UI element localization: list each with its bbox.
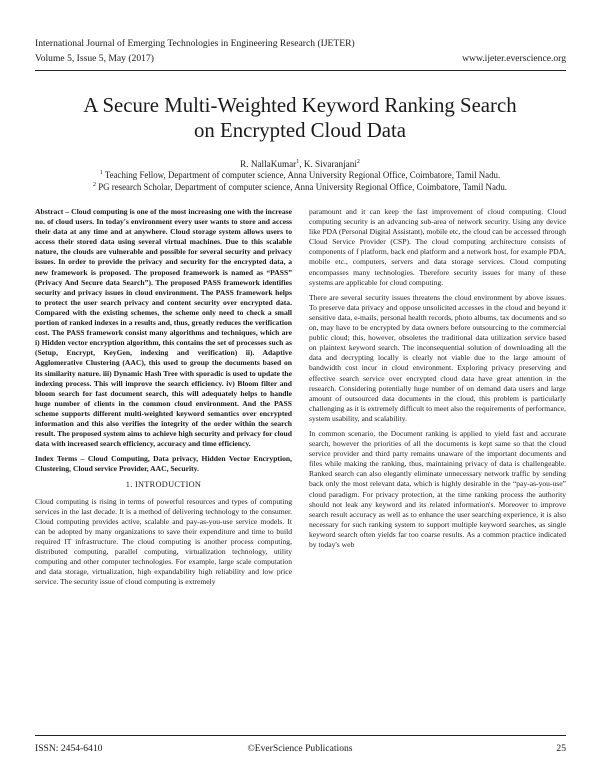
journal-name: International Journal of Emerging Technologies in Engineering Research (IJETER) xyxy=(35,38,355,49)
affiliation-2-sup: 2 xyxy=(92,182,96,189)
author-1: R. NallaKumar xyxy=(240,159,297,169)
right-paragraph-1: paramount and it can keep the fast improvement of cloud computing. Cloud computing security is an advancing sub-area of network security. Using any device like PDA (Personal Digital Assistant), mobile etc, the cloud can be accessed through Cloud Service Provider (CSP). The cloud computing architecture consists of components of f platform, back end platform and a network host, for example PDA, mobile etc., computers, servers and data storage services. Cloud computing encompasses many technologies. Therefore security issues for many of these systems are applicable for cloud computing. xyxy=(309,207,566,287)
right-paragraph-2: There are several security issues threatens the cloud environment by above issues. To preserve data privacy and oppose unsolicited accesses in the cloud and beyond it sensitive data, e-mails, personal health records, photo albums, tax documents and so on, may have to be encrypted by data owners before outsourcing to the commercial public cloud; this, however, obsoletes the traditional data utilization service based on plaintext keyword search. The inconsequential solution of downloading all the data and decrypting locally is clearly not viable due to the large amount of bandwidth cost incur in cloud environment. Exploring privacy preserving and effective search service over encrypted cloud data have great attention in the research. Considering potentially huge number of on demand data users and large amount of outsourced data documents in the cloud, this problem is particularly challenging as it is extremely difficult to meet also the requirements of performance, system usability, and scalability. xyxy=(309,292,566,423)
journal-issue: Volume 5, Issue 5, May (2017) xyxy=(35,53,154,64)
title-line-1: A Secure Multi-Weighted Keyword Ranking Search xyxy=(83,94,517,117)
intro-paragraph: Cloud computing is rising in terms of powerful resources and types of computing services in the last decade. It is a method of delivering technology to the consumer. Cloud computing provides active, scalable and pay-as-you-use service models. It can be adopted by many organizations to save their expenditure and time to build required IT infrastructure. The cloud computing is another process computing, distributed computing, parallel computing, virtualization technology, utility computing and other computer technologies. For example, large scale computation and data storage, virtualization, high expandability high reliability and low price service. The security issue of cloud computing is extremely xyxy=(35,496,292,587)
author-2-sup: 2 xyxy=(356,158,360,165)
affiliation-2 xyxy=(20,182,580,193)
title-line-2: on Encrypted Cloud Data xyxy=(194,119,406,142)
affiliation-2-text: PG research Scholar, Department of computer science, Anna University Regional Office, Coimbatore, Tamil Nadu. xyxy=(98,182,507,192)
footer-issn: ISSN: 2454-6410 xyxy=(35,743,103,754)
footer-publisher: ©EverScience Publications xyxy=(247,743,353,754)
right-paragraph-3: In common scenario, the Document ranking is applied to yield fast and accurate search, however the priorities of all the documents is kept same so that the cloud service provider and third party remains unaware of the important documents and files while making the ranking, thus, maintaining privacy of data is challengeable. Ranked search can also elegantly eliminate unnecessary network traffic by sending back only the most relevant data, which is highly desirable in the “pay-as-you-use” cloud paradigm. For privacy protection, at the time ranking process the authority should not leak any keyword and its related information's. Moreover to improve search result accuracy as well as to enhance the user searching experience, it is also necessary for such ranking system to support multiple keyword searches, as single keyword search often yields far too coarse results. As a common practice indicated by today's web xyxy=(309,428,566,549)
author-1-sup: 1 xyxy=(296,158,300,165)
affiliation-1 xyxy=(20,170,580,181)
affiliation-1-text: Teaching Fellow, Department of computer science, Anna University Regional Office, Coimbatore, Tamil Nadu. xyxy=(104,170,501,180)
affiliation-1-sup: 1 xyxy=(99,170,103,177)
header-divider xyxy=(35,70,566,71)
section-heading-introduction: 1. INTRODUCTION xyxy=(125,480,202,490)
right-column xyxy=(309,207,566,555)
left-column xyxy=(35,207,292,592)
abstract: Abstract – Cloud computing is one of the most increasing one with the increase no. of cloud users. In today's environment every user wants to store and access their data at any time and at anywhere. Cloud storage system allows users to access their stored data using several virtual machines. Due to this scalable nature, the clouds are vulnerable and possible for several security and privacy issues. In order to provide the privacy and security for the encrypted data, a new framework is proposed. The proposed framework is named as “PASS” (Privacy And Secure data Search”). The proposed PASS framework identifies security and privacy issues in cloud environment. The PASS framework helps to protect the user search privacy and content security over encrypted data. Compared with the existing schemes, the scheme only need to check a small portion of ranked indexes in a results and, thus, greatly reduces the verification cost. The PASS framework consist many algorithms and techniques, which are i) Hidden vector encryption algorithm, this contains the set of processes such as (Setup, Encrypt, KeyGen, indexing and verification) ii). Adaptive Agglomerative Clustering (AAC), this used to group the documents based on its similarity nature. iii) Dynamic Hash Tree with sporadic is used to update the indexing process. This will improve the search efficiency. iv) Bloom filter and bloom search for fast document search, this will adequately helps to handle huge number of clients in the common cloud environment. And the PASS scheme supports different multi-weighted keyword semantics over encrypted information and this also verifies the integrity of the order within the search result. The proposed system aims to achieve high security and privacy for cloud data with increased search efficiency, accuracy and time efficiency. xyxy=(35,207,292,449)
journal-website: www.ijeter.everscience.org xyxy=(462,53,566,64)
footer-page-number: 25 xyxy=(556,743,566,754)
index-terms: Index Terms – Cloud Computing, Data privacy, Hidden Vector Encryption, Clustering, Cloud service Provider, AAC, Security. xyxy=(35,454,292,474)
footer-divider xyxy=(35,735,566,736)
author-list: R. NallaKumar$^1$, K. Sivaranjani$^2$ xyxy=(240,158,360,169)
paper-title xyxy=(20,93,580,143)
author-2: K. Sivaranjani xyxy=(303,159,357,169)
